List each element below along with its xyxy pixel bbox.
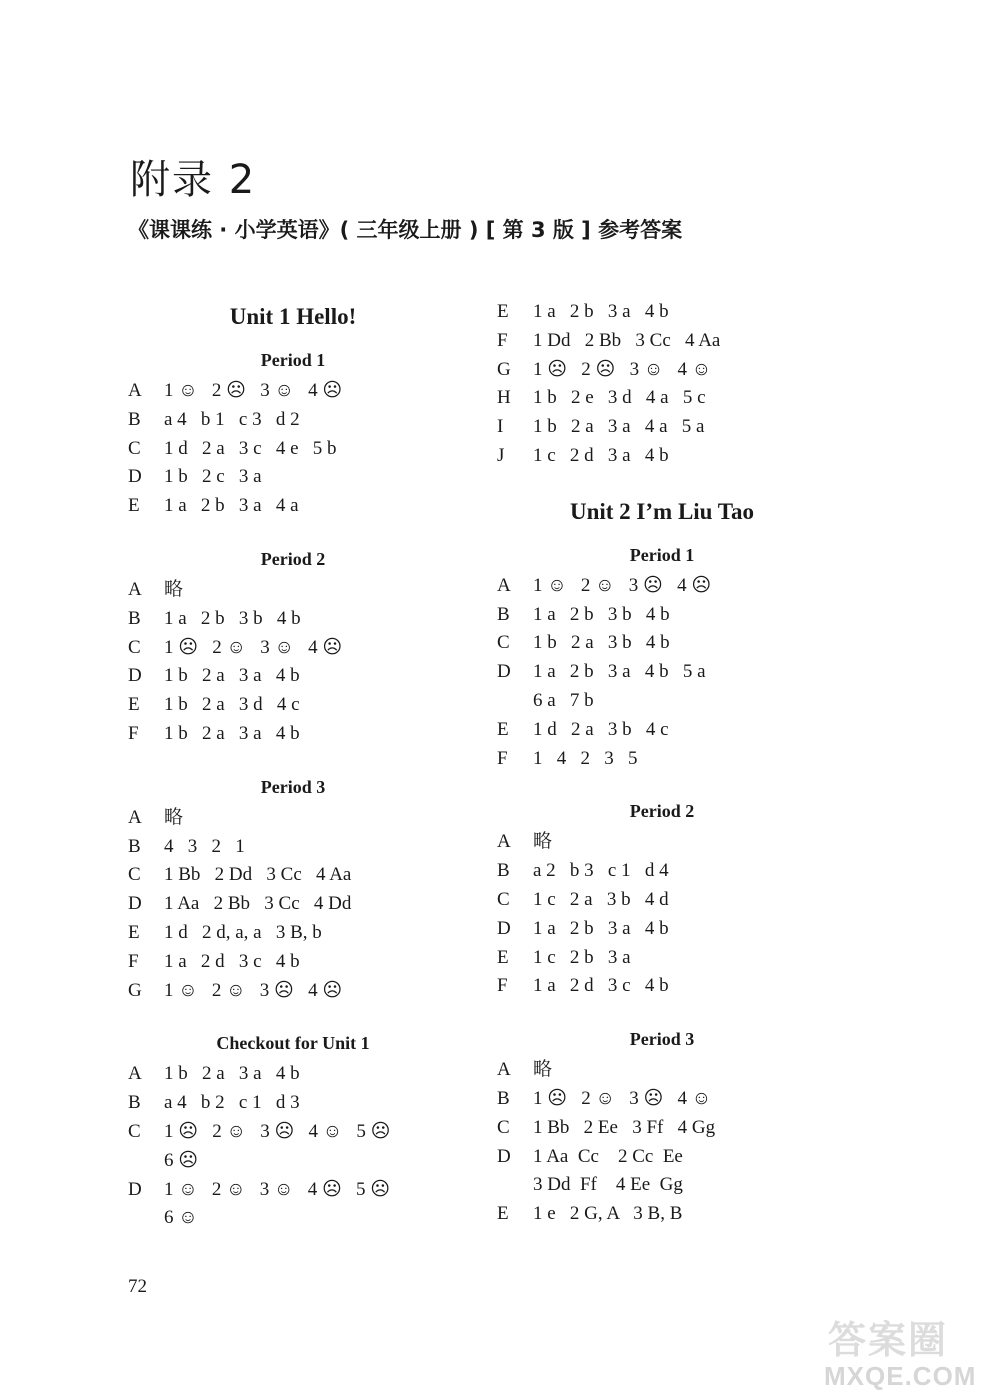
- answer-line: [128, 919, 458, 948]
- question-letter: D: [128, 466, 142, 488]
- question-letter: C: [128, 864, 141, 886]
- answer-text: 1 b 2 a 3 a 4 b: [164, 665, 300, 687]
- question-letter: A: [497, 1059, 511, 1081]
- answer-text: 1 e 2 G, A 3 B, B: [533, 1203, 683, 1225]
- answer-text: 1 b 2 a 3 a 4 b: [164, 722, 300, 744]
- answer-line: [128, 890, 458, 919]
- answer-line: [128, 463, 458, 492]
- answer-line: [128, 435, 458, 464]
- answer-line: [128, 691, 458, 720]
- question-letter: G: [497, 358, 511, 380]
- answer-text: 1 d 2 d, a, a 3 B, b: [164, 921, 322, 943]
- answer-text: 1 ☹ 2 ☺ 3 ☹ 4 ☺ 5 ☹: [164, 1120, 391, 1142]
- answer-line: [497, 857, 827, 886]
- answer-line: [497, 972, 827, 1001]
- answer-text: 1 Aa Cc 2 Cc Ee: [533, 1145, 683, 1167]
- answer-text: 1 Bb 2 Ee 3 Ff 4 Gg: [533, 1116, 716, 1138]
- answer-line: [128, 1089, 458, 1118]
- answer-text: 6 ☹: [164, 1149, 199, 1171]
- answer-text: 略: [533, 831, 553, 853]
- answer-text: 1 b 2 a 3 d 4 c: [164, 694, 300, 716]
- answer-column-right: [497, 298, 827, 1229]
- answer-text: 1 ☺ 2 ☺ 3 ☹ 4 ☹: [164, 979, 343, 1001]
- answer-line: [128, 1118, 458, 1147]
- answer-line: [128, 492, 458, 521]
- question-letter: E: [128, 921, 140, 943]
- answer-text: 1 a 2 b 3 a 4 b 5 a: [533, 661, 706, 683]
- answer-line: [128, 804, 458, 833]
- question-letter: E: [128, 495, 140, 517]
- section-title: Period 1: [629, 544, 695, 565]
- section-title: Period 3: [629, 1029, 695, 1050]
- answer-line: [497, 1171, 827, 1200]
- answer-text: a 4 b 1 c 3 d 2: [164, 408, 300, 430]
- question-letter: E: [497, 718, 509, 740]
- answer-text: 略: [533, 1059, 553, 1081]
- unit-title: Unit 2 I’m Liu Tao: [569, 498, 755, 524]
- answer-line: [497, 828, 827, 857]
- question-letter: A: [128, 578, 142, 600]
- answer-line: [128, 720, 458, 749]
- question-letter: B: [128, 1092, 141, 1114]
- question-letter: C: [128, 636, 141, 658]
- question-letter: C: [497, 1116, 510, 1138]
- answer-text: 1 ☺ 2 ☺ 3 ☹ 4 ☹: [533, 574, 712, 596]
- watermark-text-bottom: MXQE.COM: [824, 1361, 977, 1391]
- answer-text: 略: [164, 806, 184, 828]
- section-title: Period 2: [629, 801, 695, 822]
- question-letter: D: [497, 1145, 511, 1167]
- question-letter: B: [497, 603, 510, 625]
- answer-text: 1 ☺ 2 ☺ 3 ☺ 4 ☹ 5 ☹: [164, 1178, 391, 1200]
- answer-text: a 2 b 3 c 1 d 4: [533, 860, 669, 882]
- answer-text: 1 ☹ 2 ☹ 3 ☺ 4 ☺: [533, 358, 712, 380]
- answer-text: 1 Dd 2 Bb 3 Cc 4 Aa: [533, 329, 721, 351]
- question-letter: C: [128, 1120, 141, 1142]
- answer-line: [497, 1056, 827, 1085]
- question-letter: H: [497, 387, 511, 409]
- question-letter: B: [128, 835, 141, 857]
- answer-line: [497, 944, 827, 973]
- answer-line: [128, 948, 458, 977]
- section-title: Period 3: [260, 776, 326, 797]
- answer-line: [128, 1204, 458, 1233]
- question-letter: C: [497, 632, 510, 654]
- answer-line: [497, 1143, 827, 1172]
- answer-text: 1 d 2 a 3 c 4 e 5 b: [164, 437, 337, 459]
- question-letter: E: [497, 946, 509, 968]
- question-letter: D: [128, 893, 142, 915]
- answer-text: 4 3 2 1: [164, 835, 245, 857]
- question-letter: J: [497, 444, 505, 466]
- page-number: 72: [128, 1276, 147, 1297]
- answer-text: 1 ☹ 2 ☺ 3 ☺ 4 ☹: [164, 636, 343, 658]
- answer-text: 3 Dd Ff 4 Ee Gg: [533, 1174, 683, 1196]
- answer-text: 1 d 2 a 3 b 4 c: [533, 718, 669, 740]
- answer-line: [128, 406, 458, 435]
- answer-text: 1 4 2 3 5: [533, 747, 638, 769]
- answer-line: [128, 1147, 458, 1176]
- answer-text: 1 ☹ 2 ☺ 3 ☹ 4 ☺: [533, 1087, 712, 1109]
- answer-text: 1 b 2 a 3 a 4 a 5 a: [533, 416, 705, 438]
- page-title: 附录 2: [130, 157, 257, 203]
- question-letter: C: [497, 888, 510, 910]
- answer-text: 1 b 2 e 3 d 4 a 5 c: [533, 387, 706, 409]
- answer-text: 1 b 2 c 3 a: [164, 466, 262, 488]
- answer-line: [497, 658, 827, 687]
- question-letter: D: [128, 1178, 142, 1200]
- question-letter: E: [497, 1203, 509, 1225]
- section-title: Period 1: [260, 350, 326, 370]
- question-letter: A: [128, 380, 142, 401]
- answer-line: [128, 1176, 458, 1205]
- answer-line: [128, 662, 458, 691]
- question-letter: B: [128, 607, 141, 629]
- question-letter: A: [128, 806, 142, 828]
- answer-line: [497, 442, 827, 471]
- answer-line: [497, 915, 827, 944]
- answer-text: 1 a 2 b 3 a 4 b: [533, 917, 669, 939]
- answer-text: 1 ☺ 2 ☹ 3 ☺ 4 ☹: [164, 380, 343, 401]
- question-letter: I: [497, 416, 504, 438]
- answer-line: [497, 298, 827, 327]
- question-letter: F: [497, 975, 508, 997]
- watermark-logo: [820, 1305, 992, 1393]
- question-letter: A: [497, 574, 511, 596]
- answer-line: [497, 886, 827, 915]
- section-title: Checkout for Unit 1: [216, 1033, 370, 1054]
- answer-line: [497, 601, 827, 630]
- watermark-text-top: 答案圈: [828, 1318, 949, 1362]
- answer-line: [497, 327, 827, 356]
- answer-text: 1 a 2 b 3 b 4 b: [533, 603, 670, 625]
- question-letter: B: [497, 1087, 510, 1109]
- answer-text: 1 b 2 a 3 b 4 b: [533, 632, 670, 654]
- answer-text: 1 b 2 a 3 a 4 b: [164, 1063, 300, 1085]
- answer-text: 1 Aa 2 Bb 3 Cc 4 Dd: [164, 893, 352, 915]
- answer-line: [497, 1200, 827, 1229]
- question-letter: B: [497, 860, 510, 882]
- question-letter: A: [128, 1063, 142, 1085]
- answer-line: [497, 1114, 827, 1143]
- answer-line: [497, 1085, 827, 1114]
- answer-line: [128, 833, 458, 862]
- answer-text: 6 ☺: [164, 1207, 198, 1229]
- answer-text: 1 a 2 b 3 a 4 a: [164, 495, 299, 517]
- answer-line: [497, 745, 827, 774]
- question-letter: E: [128, 694, 140, 716]
- answer-line: [497, 356, 827, 385]
- question-letter: G: [128, 979, 142, 1001]
- unit-title: Unit 1 Hello!: [229, 304, 357, 329]
- answer-line: [128, 1060, 458, 1089]
- question-letter: A: [497, 831, 511, 853]
- answer-line: [128, 377, 458, 406]
- answer-text: 1 c 2 b 3 a: [533, 946, 631, 968]
- answer-text: 6 a 7 b: [533, 689, 594, 711]
- answer-line: [497, 413, 827, 442]
- question-letter: F: [128, 950, 139, 972]
- answer-text: 1 a 2 b 3 b 4 b: [164, 607, 301, 629]
- answer-text: 1 c 2 a 3 b 4 d: [533, 888, 669, 910]
- section-title: Period 2: [260, 548, 326, 569]
- answer-line: [128, 861, 458, 890]
- answer-text: 1 a 2 d 3 c 4 b: [164, 950, 300, 972]
- question-letter: E: [497, 301, 509, 322]
- answer-text: 略: [164, 578, 184, 600]
- answer-line: [128, 634, 458, 663]
- question-letter: F: [128, 722, 139, 744]
- question-letter: D: [497, 917, 511, 939]
- question-letter: D: [128, 665, 142, 687]
- answer-line: [497, 716, 827, 745]
- question-letter: D: [497, 661, 511, 683]
- answer-line: [128, 605, 458, 634]
- answer-line: [128, 977, 458, 1006]
- answer-line: [497, 384, 827, 413]
- answer-text: 1 c 2 d 3 a 4 b: [533, 444, 669, 466]
- answer-text: a 4 b 2 c 1 d 3: [164, 1092, 300, 1114]
- answer-line: [497, 629, 827, 658]
- question-letter: F: [497, 747, 508, 769]
- answer-line: [497, 572, 827, 601]
- answer-text: 1 a 2 d 3 c 4 b: [533, 975, 669, 997]
- question-letter: B: [128, 408, 141, 430]
- answer-text: 1 a 2 b 3 a 4 b: [533, 301, 669, 322]
- answer-line: [497, 687, 827, 716]
- page-subtitle: 《课课练 · 小学英语》( 三年级上册 ) [ 第 3 版 ] 参考答案: [128, 218, 683, 242]
- question-letter: C: [128, 437, 141, 459]
- answer-text: 1 Bb 2 Dd 3 Cc 4 Aa: [164, 864, 352, 886]
- answer-line: [128, 576, 458, 605]
- answer-column-left: [128, 298, 458, 1233]
- question-letter: F: [497, 329, 508, 351]
